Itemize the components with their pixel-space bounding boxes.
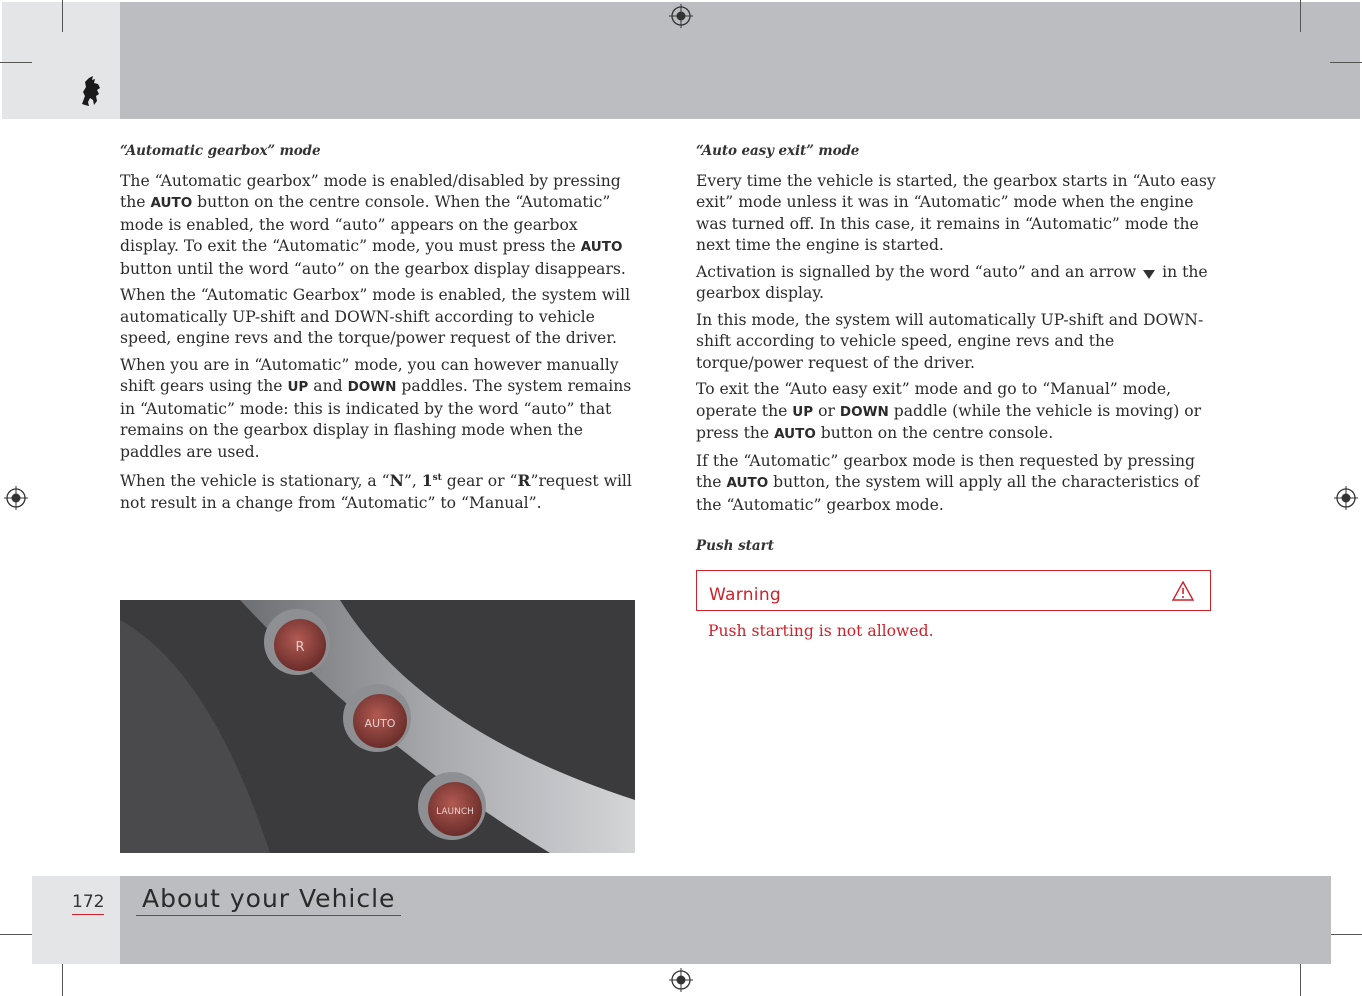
registration-mark-icon [669, 968, 693, 992]
footer-left-panel [32, 876, 120, 964]
console-illustration [120, 600, 635, 853]
prancing-horse-logo-icon [76, 74, 104, 108]
paragraph: The “Automatic gearbox” mode is enabled/disabled by pressing the AUTO button on the centre console. When the “Automatic” mode is enabled, the word “auto” appears on the gearbox display. To exit the “Automatic” mode, you must press the AUTO button until the word “auto” on the gearbox display disappears. [120, 171, 626, 278]
header-band [120, 2, 1360, 119]
paragraph: To exit the “Auto easy exit” mode and go to “Manual” mode, operate the UP or DOWN paddle (while the vehicle is moving) or press the AUTO button on the centre console. [696, 380, 1202, 442]
warning-text: Push starting is not allowed. [708, 622, 934, 640]
registration-mark-icon [669, 4, 693, 28]
svg-text:LAUNCH: LAUNCH [436, 807, 474, 817]
registration-mark-icon [1334, 486, 1358, 510]
down-arrow-icon [1143, 270, 1155, 279]
auto-easy-exit-heading: “Auto easy exit” mode [696, 143, 860, 159]
crop-mark [0, 934, 32, 935]
crop-mark [1300, 964, 1301, 996]
paragraph: Every time the vehicle is started, the gearbox starts in “Auto easy exit” mode unless it was in “Automatic” mode when the engine was turned off. In this case, it remains in “Automatic” mode the next time the engine is started. [696, 171, 1216, 254]
svg-text:R: R [295, 640, 305, 655]
paragraph: Activation is signalled by the word “auto” and an arrow in the gearbox display. [696, 262, 1208, 302]
paragraph: When the vehicle is stationary, a “N”, 1st gear or “R”request will not result in a change from “Automatic” to “Manual”. [120, 471, 632, 512]
crop-mark [1330, 934, 1362, 935]
auto-button [343, 684, 411, 752]
warning-triangle-icon [1172, 581, 1194, 601]
paragraph: When the “Automatic Gearbox” mode is enabled, the system will automatically UP-shift and DOWN-shift according to vehicle speed, engine revs and the torque/power request of the driver. [120, 286, 631, 347]
warning-label: Warning [709, 585, 781, 605]
paragraph: If the “Automatic” gearbox mode is then requested by pressing the AUTO button, the system will apply all the characteristics of the “Automatic” gearbox mode. [696, 451, 1200, 514]
right-column [696, 141, 1216, 521]
paragraph: When you are in “Automatic” mode, you can however manually shift gears using the UP and DOWN paddles. The system remains in “Automatic” mode: this is indicated by the word “auto” that remains on the gearbox display in flashing mode when the paddles are used. [120, 355, 632, 461]
page-number: 172 [72, 892, 104, 915]
registration-mark-icon [4, 486, 28, 510]
crop-mark [1330, 62, 1362, 63]
centre-console-photo [120, 600, 635, 853]
warning-box [696, 570, 1211, 611]
crop-mark [62, 964, 63, 996]
automatic-gearbox-heading: “Automatic gearbox” mode [120, 143, 321, 159]
left-column [120, 141, 640, 519]
r-button [264, 609, 330, 675]
crop-mark [62, 0, 63, 32]
svg-text:AUTO: AUTO [364, 717, 396, 730]
crop-mark [0, 62, 32, 63]
crop-mark [1300, 0, 1301, 32]
launch-button [418, 772, 486, 840]
push-start-heading: Push start [696, 538, 775, 554]
paragraph: In this mode, the system will automatically UP-shift and DOWN-shift according to vehicle speed, engine revs and the torque/power request of the driver. [696, 310, 1204, 372]
section-title: About your Vehicle [136, 884, 401, 916]
